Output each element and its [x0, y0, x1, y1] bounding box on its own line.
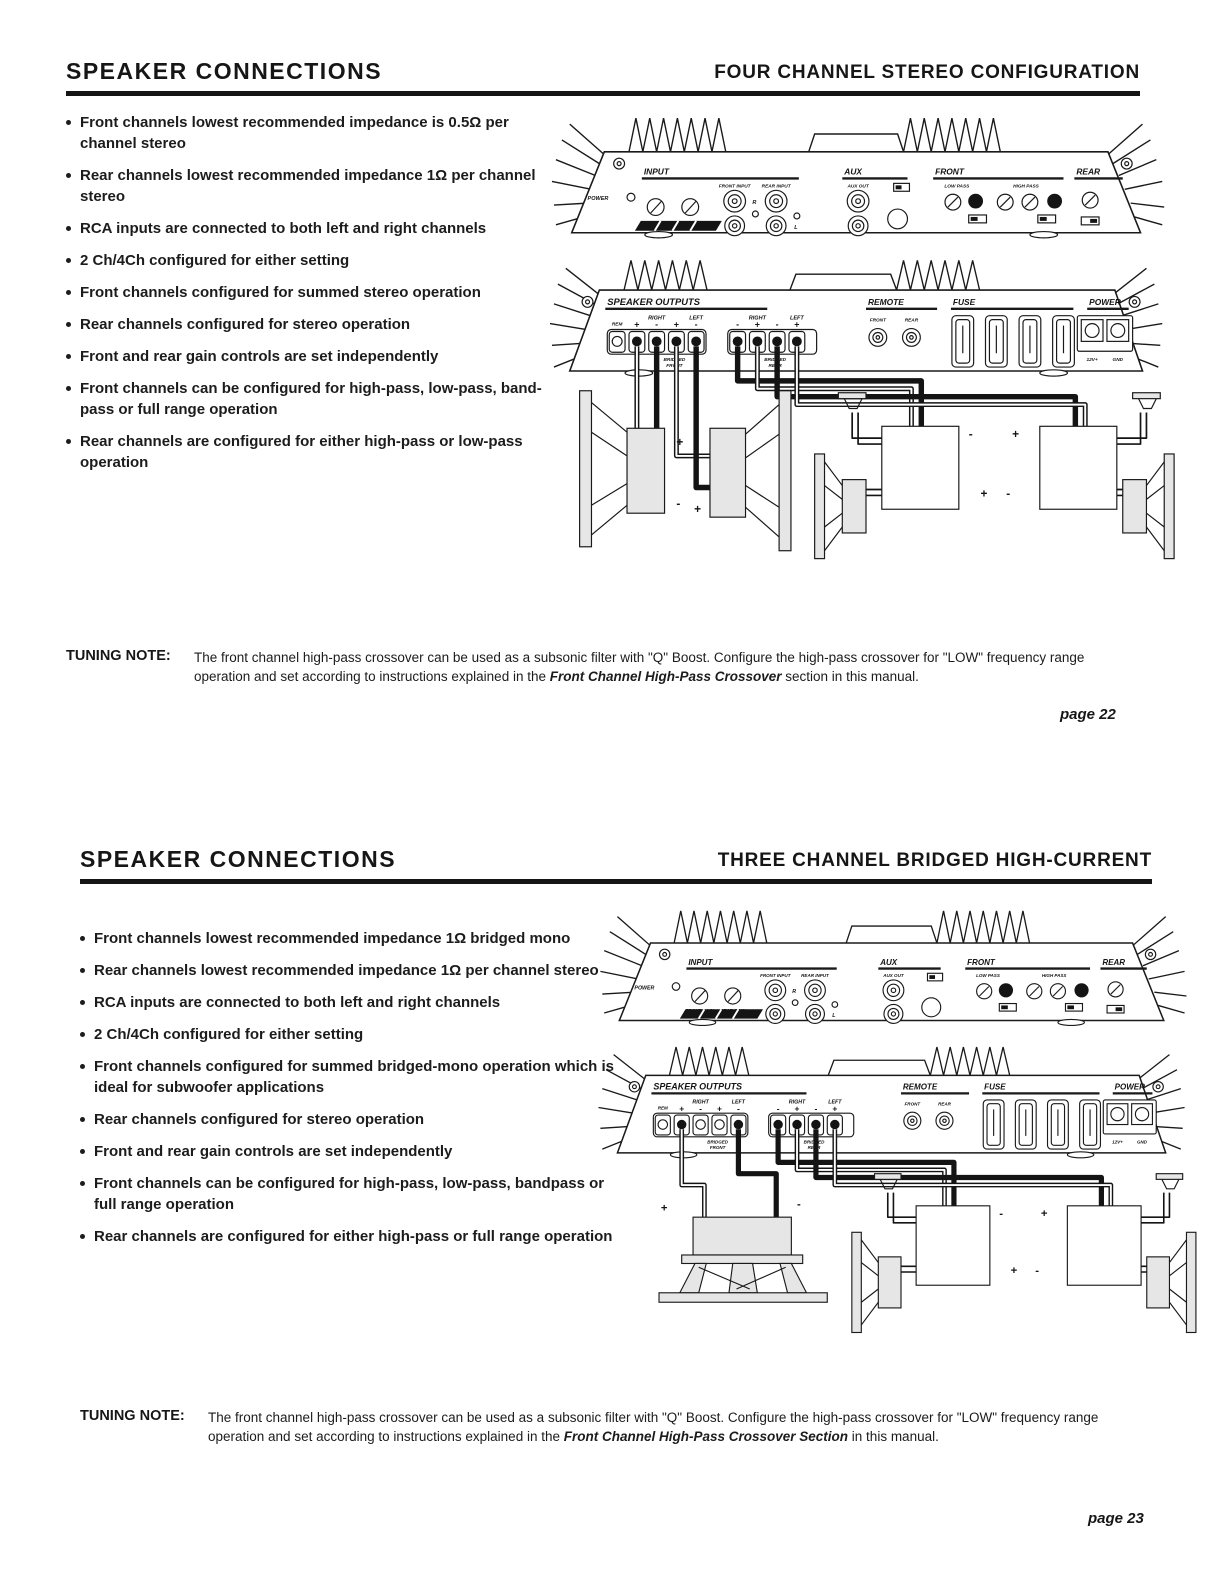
polarity-mark: + — [676, 435, 684, 450]
bullet-item — [66, 165, 544, 207]
input-mode-knob — [922, 998, 941, 1017]
bullet-item — [66, 314, 544, 335]
bullet-text: Rear channels are configured for either high-pass or full range operation — [94, 1228, 613, 1245]
high-pass-label: HIGH PASS — [1041, 973, 1067, 979]
polarity-mark: - — [676, 496, 681, 511]
aux-out-label: AUX OUT — [883, 973, 904, 979]
bullet-text: Rear channels lowest recommended impedance 1Ω per channel stereo — [80, 167, 536, 205]
bullet-item — [80, 1226, 620, 1247]
ground-label: GND — [1112, 358, 1124, 364]
polarity-mark: + — [980, 486, 988, 501]
bridged-label: BRIDGED — [764, 358, 787, 364]
bullet-marker — [80, 1234, 85, 1239]
right-channel-letter: R — [792, 989, 797, 996]
power-terminals — [1077, 316, 1132, 352]
tuning-note-text — [208, 1408, 1152, 1446]
amp-output-panel — [550, 260, 1162, 376]
crossover-box — [882, 426, 959, 509]
polarity-mark: + — [1012, 427, 1020, 442]
polarity-mark: - — [814, 1103, 818, 1114]
tweeter — [1133, 393, 1161, 409]
bullet-text: Front channels configured for summed bridged-mono operation which is ideal for subwoofer applications — [94, 1058, 615, 1096]
section2-tuning-note — [80, 1408, 1152, 1446]
bullet-item — [80, 928, 620, 949]
chassis-foot — [1067, 1152, 1093, 1158]
note-text-part2: in this manual. — [848, 1429, 939, 1444]
rem-terminal-label: REM — [657, 1105, 668, 1111]
remote-front-label: FRONT — [869, 318, 887, 324]
polarity-mark: + — [794, 319, 800, 330]
section2-title: SPEAKER CONNECTIONS — [80, 846, 397, 872]
polarity-mark: - — [775, 319, 779, 330]
crossover-box — [1067, 1206, 1141, 1285]
midrange-speaker — [1147, 1232, 1196, 1332]
tuning-note-label: TUNING NOTE: — [80, 1408, 185, 1424]
polarity-mark: + — [794, 1103, 800, 1114]
power-section-label: POWER — [1089, 296, 1121, 307]
rear-left-speaker-set — [852, 1174, 1018, 1333]
bridged-label: BRIDGED — [663, 358, 686, 364]
bullet-marker — [80, 1149, 85, 1154]
aux-out-label: AUX OUT — [847, 184, 869, 190]
section1-title: SPEAKER CONNECTIONS — [66, 58, 383, 84]
bullet-marker — [66, 386, 71, 391]
three-channel-wiring-diagram — [598, 892, 1204, 1410]
bullet-marker — [66, 439, 71, 444]
bridged-subwoofer — [659, 1199, 827, 1303]
bullet-text: Front channels can be configured for high-pass, low-pass, band-pass or full range operation — [80, 380, 542, 418]
polarity-mark: + — [673, 319, 679, 330]
bullet-item — [80, 1173, 620, 1215]
high-pass-label: HIGH PASS — [1013, 184, 1039, 190]
page-number-23: page 23 — [1088, 1510, 1144, 1527]
section2-header-rule — [80, 879, 1152, 884]
speaker-outputs-label: SPEAKER OUTPUTS — [607, 296, 701, 307]
bullet-text: Rear channels configured for stereo operation — [80, 316, 411, 333]
polarity-mark: + — [660, 1202, 668, 1215]
bullet-marker — [66, 173, 71, 178]
polarity-mark: - — [1006, 486, 1011, 501]
bullet-item — [80, 1024, 620, 1045]
power-led — [672, 983, 680, 991]
crossover-box — [1040, 426, 1117, 509]
brand-logo — [680, 1009, 763, 1018]
rear-left-speaker-set — [815, 393, 988, 559]
polarity-mark: - — [1035, 1264, 1040, 1277]
polarity-mark: + — [634, 319, 640, 330]
right-group-label: RIGHT — [788, 1099, 806, 1106]
bullet-text: Rear channels lowest recommended impedance 1Ω per channel stereo — [94, 962, 599, 979]
rear-input-label: REAR INPUT — [801, 973, 829, 979]
right-group-label: RIGHT — [692, 1099, 709, 1106]
bullet-item — [66, 218, 544, 239]
bridged-label: BRIDGED — [707, 1139, 729, 1145]
bullet-item — [80, 1109, 620, 1130]
note-text-part1: The front channel high-pass crossover can be used as a subsonic filter with "Q" Boost. Configure the high-pass crossover for "LOW" frequency range operation and set according to instructions explained in the — [194, 650, 1085, 684]
bullet-item — [66, 282, 544, 303]
bullet-item — [80, 992, 620, 1013]
left-channel-letter: L — [832, 1012, 836, 1019]
bullet-text: Front channels can be configured for high-pass, low-pass, bandpass or full range operation — [94, 1175, 605, 1213]
bullet-text: Rear channels are configured for either high-pass or low-pass operation — [80, 433, 523, 471]
front-section-label: FRONT — [935, 166, 964, 177]
remote-rear-label: REAR — [904, 318, 919, 324]
remote-rear-label: REAR — [938, 1101, 951, 1107]
section1-bullet-list — [66, 112, 544, 484]
polarity-mark: + — [754, 319, 760, 330]
bullet-marker — [66, 258, 71, 263]
bullet-item — [66, 346, 544, 367]
right-group-label: RIGHT — [748, 315, 766, 322]
bridged-front-label: FRONT — [666, 364, 683, 370]
note-text-part1: The front channel high-pass crossover can be used as a subsonic filter with "Q" Boost. Configure the high-pass crossover for "LOW" frequency range operation and set according to instructions explained in the — [208, 1410, 1099, 1444]
four-channel-wiring-diagram — [550, 98, 1182, 644]
bullet-item — [66, 378, 544, 420]
bullet-item — [80, 1141, 620, 1162]
rear-input-label: REAR INPUT — [761, 184, 791, 190]
bullet-text: Front channels lowest recommended impedance is 0.5Ω per channel stereo — [80, 114, 509, 152]
front-section-label: FRONT — [967, 957, 995, 967]
midrange-speaker — [852, 1232, 901, 1332]
bullet-marker — [66, 120, 71, 125]
front-input-label: FRONT INPUT — [718, 184, 751, 190]
fuse-label: FUSE — [952, 296, 976, 307]
rear-section-label: REAR — [1076, 166, 1101, 177]
input-section-label: INPUT — [688, 957, 713, 967]
bullet-text: Front and rear gain controls are set independently — [94, 1143, 453, 1160]
polarity-mark: + — [694, 502, 702, 517]
polarity-mark: - — [694, 439, 699, 454]
bridged-front-label: FRONT — [709, 1145, 726, 1151]
bullet-marker — [66, 226, 71, 231]
bullet-text: Front channels configured for summed stereo operation — [80, 284, 481, 301]
section1-tuning-note — [66, 648, 1142, 686]
tuning-note-text — [194, 648, 1142, 686]
front-right-woofer — [694, 391, 791, 551]
bullet-marker — [66, 290, 71, 295]
bullet-text: RCA inputs are connected to both left and right channels — [94, 994, 501, 1011]
polarity-mark: - — [694, 319, 698, 330]
bullet-item — [66, 112, 544, 154]
chassis-foot — [689, 1019, 715, 1025]
bridged-rear-label: REAR — [807, 1145, 821, 1151]
bridged-rear-label: REAR — [768, 364, 782, 370]
bullet-marker — [66, 354, 71, 359]
amp-top-panel — [600, 911, 1186, 1026]
polarity-mark: + — [1010, 1264, 1018, 1277]
tuning-note-label: TUNING NOTE: — [66, 648, 171, 664]
polarity-mark: + — [679, 1103, 685, 1114]
amp-top-panel — [552, 118, 1164, 238]
rear-right-speaker-set — [1006, 393, 1174, 559]
note-text-part2: section in this manual. — [781, 669, 919, 684]
rear-right-speaker-set — [1035, 1174, 1196, 1333]
bullet-item — [80, 960, 620, 981]
crossover-box — [916, 1206, 990, 1285]
amp-output-panel — [599, 1047, 1185, 1158]
polarity-mark: - — [797, 1198, 801, 1211]
right-group-label: RIGHT — [648, 315, 666, 322]
left-group-label: LEFT — [789, 315, 804, 322]
polarity-mark: - — [736, 1103, 740, 1114]
bullet-marker — [66, 322, 71, 327]
midrange-speaker — [815, 454, 866, 559]
bullet-marker — [80, 1117, 85, 1122]
left-channel-letter: L — [794, 224, 798, 231]
power-label: POWER — [634, 985, 655, 992]
bridged-label: BRIDGED — [803, 1139, 825, 1145]
page-number-22: page 22 — [1060, 706, 1116, 723]
polarity-mark: - — [999, 1208, 1004, 1221]
front-left-woofer — [580, 391, 684, 547]
twelve-volt-label: 12V+ — [1112, 1139, 1123, 1145]
bullet-marker — [80, 1000, 85, 1005]
chassis-foot — [1040, 370, 1068, 376]
input-section-label: INPUT — [643, 166, 669, 177]
bullet-text: Rear channels configured for stereo operation — [94, 1111, 425, 1128]
polarity-mark: - — [699, 1103, 703, 1114]
bullet-item — [80, 1056, 620, 1098]
twelve-volt-label: 12V+ — [1086, 358, 1098, 364]
polarity-mark: - — [776, 1103, 780, 1114]
power-section-label: POWER — [1114, 1082, 1145, 1092]
right-channel-letter: R — [752, 200, 757, 207]
aux-section-label: AUX — [844, 166, 862, 177]
section1-subtitle: FOUR CHANNEL STEREO CONFIGURATION — [714, 62, 1140, 83]
low-pass-label: LOW PASS — [976, 973, 1000, 979]
remote-front-label: FRONT — [904, 1101, 921, 1107]
bullet-marker — [80, 1064, 85, 1069]
input-mode-knob — [888, 209, 908, 229]
low-pass-label: LOW PASS — [944, 184, 970, 190]
bullet-item — [66, 431, 544, 473]
left-group-label: LEFT — [731, 1099, 746, 1106]
bullet-item — [66, 250, 544, 271]
bullet-text: RCA inputs are connected to both left and right channels — [80, 220, 487, 237]
polarity-mark: + — [1040, 1208, 1048, 1221]
ground-label: GND — [1137, 1139, 1148, 1145]
chassis-foot — [1058, 1019, 1084, 1025]
rear-section-label: REAR — [1102, 957, 1126, 967]
chassis-foot — [645, 232, 673, 238]
left-group-label: LEFT — [689, 315, 704, 322]
chassis-foot — [1030, 232, 1058, 238]
power-label: POWER — [587, 196, 609, 203]
bullet-text: Front channels lowest recommended impedance 1Ω bridged mono — [94, 930, 571, 947]
bullet-marker — [80, 1032, 85, 1037]
left-group-label: LEFT — [828, 1099, 842, 1106]
midrange-speaker — [1123, 454, 1174, 559]
polarity-mark: + — [832, 1103, 838, 1114]
polarity-mark: + — [717, 1103, 722, 1114]
bullet-text: 2 Ch/4Ch configured for either setting — [94, 1026, 364, 1043]
tweeter — [1156, 1174, 1182, 1189]
bullet-text: Front and rear gain controls are set independently — [80, 348, 439, 365]
section1-header-rule — [66, 91, 1140, 96]
polarity-mark: - — [736, 319, 740, 330]
brand-logo — [635, 221, 722, 231]
fuse-label: FUSE — [984, 1082, 1006, 1092]
remote-label: REMOTE — [867, 296, 904, 307]
front-input-label: FRONT INPUT — [760, 973, 791, 979]
bullet-marker — [80, 968, 85, 973]
bullet-marker — [80, 936, 85, 941]
remote-label: REMOTE — [902, 1082, 938, 1092]
speaker-outputs-label: SPEAKER OUTPUTS — [653, 1081, 743, 1092]
power-terminals — [1103, 1100, 1156, 1134]
rem-terminal-label: REM — [611, 322, 623, 328]
note-emphasis: Front Channel High-Pass Crossover Section — [563, 1429, 849, 1444]
polarity-mark: - — [968, 427, 973, 442]
bullet-text: 2 Ch/4Ch configured for either setting — [80, 252, 350, 269]
aux-section-label: AUX — [880, 957, 898, 967]
section2-subtitle: THREE CHANNEL BRIDGED HIGH-CURRENT — [717, 850, 1152, 871]
section2-bullet-list — [80, 928, 620, 1258]
note-emphasis: Front Channel High-Pass Crossover — [549, 669, 782, 684]
bullet-marker — [80, 1181, 85, 1186]
polarity-mark: - — [655, 319, 659, 330]
power-led — [627, 193, 635, 201]
